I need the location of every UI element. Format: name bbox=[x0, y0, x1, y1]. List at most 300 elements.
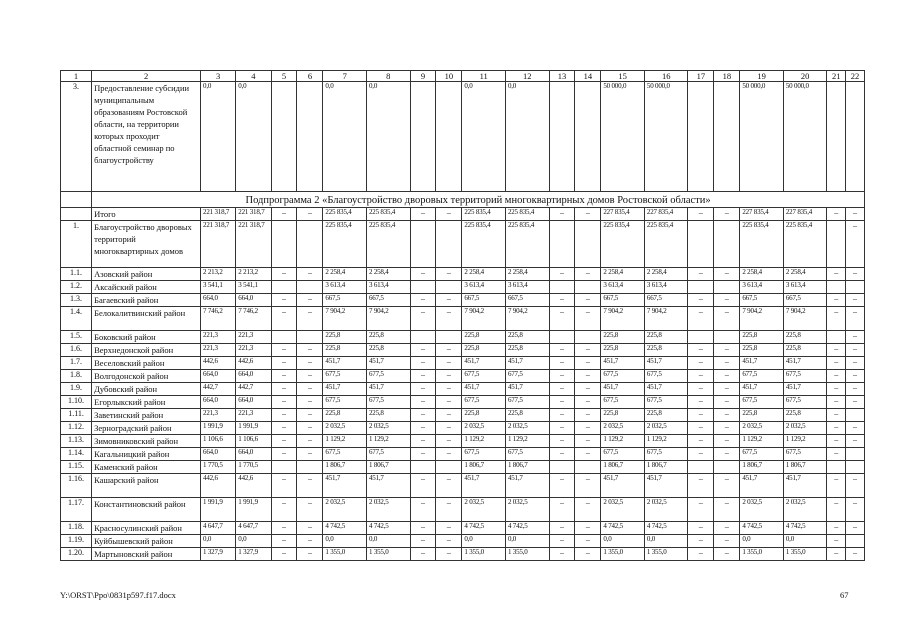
value-cell: – bbox=[410, 548, 436, 561]
value-cell: 4 742,5 bbox=[462, 522, 506, 535]
value-cell: 7 904,2 bbox=[366, 307, 410, 331]
value-cell: 677,5 bbox=[366, 396, 410, 409]
value-cell: 225,8 bbox=[323, 331, 367, 344]
value-cell: 225 835,4 bbox=[366, 221, 410, 268]
value-cell: – bbox=[436, 396, 462, 409]
value-cell: 677,5 bbox=[505, 396, 549, 409]
table-row bbox=[61, 498, 865, 522]
value-cell: 225,8 bbox=[783, 344, 827, 357]
value-cell: 667,5 bbox=[644, 294, 688, 307]
value-cell: – bbox=[297, 268, 323, 281]
value-cell: – bbox=[436, 344, 462, 357]
value-cell: 2 258,4 bbox=[462, 268, 506, 281]
value-cell: 677,5 bbox=[644, 448, 688, 461]
column-number: 1 bbox=[61, 71, 92, 82]
value-cell: – bbox=[688, 474, 714, 498]
value-cell: – bbox=[846, 422, 865, 435]
value-cell: – bbox=[688, 522, 714, 535]
value-cell: – bbox=[846, 383, 865, 396]
value-cell: 451,7 bbox=[462, 474, 506, 498]
value-cell: – bbox=[271, 448, 297, 461]
value-cell: 451,7 bbox=[644, 383, 688, 396]
value-cell: 225 835,4 bbox=[323, 221, 367, 268]
value-cell: 451,7 bbox=[462, 383, 506, 396]
value-cell: – bbox=[714, 522, 740, 535]
value-cell: 2 213,2 bbox=[201, 268, 236, 281]
value-cell: 677,5 bbox=[783, 370, 827, 383]
value-cell: – bbox=[846, 208, 865, 221]
value-cell: 50 000,0 bbox=[740, 82, 784, 192]
value-cell bbox=[714, 82, 740, 192]
value-cell: 3 541,1 bbox=[201, 281, 236, 294]
value-cell: – bbox=[297, 522, 323, 535]
value-cell: 667,5 bbox=[323, 294, 367, 307]
value-cell: 4 742,5 bbox=[783, 522, 827, 535]
value-cell: – bbox=[436, 522, 462, 535]
value-cell bbox=[827, 331, 846, 344]
blank-cell bbox=[61, 192, 92, 208]
value-cell: 442,6 bbox=[201, 474, 236, 498]
value-cell: 1 129,2 bbox=[462, 435, 506, 448]
value-cell bbox=[714, 281, 740, 294]
value-cell: – bbox=[410, 208, 436, 221]
value-cell bbox=[846, 448, 865, 461]
column-number: 8 bbox=[366, 71, 410, 82]
value-cell: 1 355,0 bbox=[323, 548, 367, 561]
value-cell: – bbox=[410, 448, 436, 461]
value-cell: 1 355,0 bbox=[601, 548, 645, 561]
value-cell: – bbox=[297, 294, 323, 307]
value-cell: – bbox=[549, 409, 575, 422]
value-cell: 0,0 bbox=[366, 82, 410, 192]
value-cell: 0,0 bbox=[201, 82, 236, 192]
value-cell: – bbox=[549, 344, 575, 357]
value-cell: 2 032,5 bbox=[323, 422, 367, 435]
row-number bbox=[61, 208, 92, 221]
row-name: Аксайский район bbox=[92, 281, 201, 294]
value-cell: – bbox=[575, 357, 601, 370]
value-cell: 0,0 bbox=[505, 535, 549, 548]
row-name: Дубовский район bbox=[92, 383, 201, 396]
value-cell: 4 647,7 bbox=[201, 522, 236, 535]
value-cell: 1 991,9 bbox=[201, 498, 236, 522]
value-cell: – bbox=[297, 370, 323, 383]
value-cell bbox=[827, 221, 846, 268]
row-number: 1.20. bbox=[61, 548, 92, 561]
value-cell: 4 742,5 bbox=[740, 522, 784, 535]
value-cell: 664,0 bbox=[201, 396, 236, 409]
value-cell: 677,5 bbox=[462, 370, 506, 383]
value-cell: 1 806,7 bbox=[601, 461, 645, 474]
value-cell: 225 835,4 bbox=[601, 221, 645, 268]
value-cell: 0,0 bbox=[462, 535, 506, 548]
value-cell: – bbox=[436, 370, 462, 383]
value-cell: 667,5 bbox=[601, 294, 645, 307]
value-cell: 1 129,2 bbox=[601, 435, 645, 448]
value-cell: 451,7 bbox=[462, 357, 506, 370]
value-cell bbox=[827, 82, 846, 192]
value-cell: 4 742,5 bbox=[505, 522, 549, 535]
row-number: 1.19. bbox=[61, 535, 92, 548]
value-cell: – bbox=[688, 548, 714, 561]
value-cell: 2 032,5 bbox=[740, 422, 784, 435]
value-cell: 451,7 bbox=[601, 383, 645, 396]
value-cell bbox=[846, 281, 865, 294]
value-cell: 451,7 bbox=[366, 383, 410, 396]
value-cell bbox=[714, 461, 740, 474]
row-name: Заветинский район bbox=[92, 409, 201, 422]
value-cell: – bbox=[410, 396, 436, 409]
value-cell: 2 258,4 bbox=[505, 268, 549, 281]
value-cell bbox=[714, 221, 740, 268]
table-row bbox=[61, 535, 865, 548]
table-row bbox=[61, 548, 865, 561]
value-cell: 1 991,9 bbox=[236, 498, 271, 522]
file-path: Y:\ORST\Ppo\0831p597.f17.docx bbox=[60, 590, 176, 600]
value-cell: – bbox=[688, 435, 714, 448]
value-cell bbox=[688, 221, 714, 268]
row-name: Константиновский район bbox=[92, 498, 201, 522]
value-cell: – bbox=[688, 422, 714, 435]
value-cell: 677,5 bbox=[462, 448, 506, 461]
value-cell bbox=[575, 461, 601, 474]
value-cell: 0,0 bbox=[740, 535, 784, 548]
value-cell: 677,5 bbox=[783, 448, 827, 461]
value-cell: 3 613,4 bbox=[601, 281, 645, 294]
value-cell: – bbox=[271, 208, 297, 221]
value-cell: 2 258,4 bbox=[323, 268, 367, 281]
value-cell: – bbox=[297, 307, 323, 331]
value-cell bbox=[575, 221, 601, 268]
value-cell: – bbox=[846, 474, 865, 498]
value-cell: – bbox=[688, 307, 714, 331]
value-cell: 677,5 bbox=[601, 370, 645, 383]
value-cell: – bbox=[827, 522, 846, 535]
row-number: 1.13. bbox=[61, 435, 92, 448]
value-cell: – bbox=[271, 344, 297, 357]
value-cell: – bbox=[827, 370, 846, 383]
value-cell: 1 129,2 bbox=[366, 435, 410, 448]
value-cell: 1 806,7 bbox=[366, 461, 410, 474]
value-cell: 451,7 bbox=[740, 383, 784, 396]
value-cell bbox=[846, 82, 865, 192]
value-cell: 225,8 bbox=[783, 409, 827, 422]
value-cell bbox=[410, 281, 436, 294]
value-cell: 225,8 bbox=[505, 344, 549, 357]
value-cell: 677,5 bbox=[740, 370, 784, 383]
value-cell: – bbox=[410, 370, 436, 383]
value-cell: – bbox=[549, 435, 575, 448]
value-cell: – bbox=[714, 548, 740, 561]
value-cell bbox=[436, 281, 462, 294]
row-number: 1.7. bbox=[61, 357, 92, 370]
value-cell: – bbox=[410, 535, 436, 548]
value-cell: – bbox=[436, 498, 462, 522]
value-cell: – bbox=[410, 357, 436, 370]
value-cell: 227 835,4 bbox=[783, 208, 827, 221]
value-cell: 3 613,4 bbox=[462, 281, 506, 294]
value-cell: – bbox=[846, 357, 865, 370]
value-cell bbox=[436, 82, 462, 192]
value-cell: 664,0 bbox=[236, 448, 271, 461]
value-cell: 1 106,6 bbox=[201, 435, 236, 448]
value-cell: – bbox=[575, 396, 601, 409]
value-cell: 677,5 bbox=[462, 396, 506, 409]
value-cell: – bbox=[549, 396, 575, 409]
value-cell: 2 213,2 bbox=[236, 268, 271, 281]
value-cell: – bbox=[846, 498, 865, 522]
column-number: 5 bbox=[271, 71, 297, 82]
row-number: 1.14. bbox=[61, 448, 92, 461]
value-cell: – bbox=[714, 422, 740, 435]
value-cell: – bbox=[436, 409, 462, 422]
value-cell: 1 327,9 bbox=[236, 548, 271, 561]
value-cell bbox=[271, 281, 297, 294]
column-number: 20 bbox=[783, 71, 827, 82]
value-cell bbox=[575, 281, 601, 294]
value-cell: – bbox=[714, 344, 740, 357]
value-cell: – bbox=[410, 435, 436, 448]
value-cell: 1 355,0 bbox=[505, 548, 549, 561]
value-cell: 221,3 bbox=[201, 331, 236, 344]
row-name: Кагальницкий район bbox=[92, 448, 201, 461]
row-name: Зерноградский район bbox=[92, 422, 201, 435]
column-number: 12 bbox=[505, 71, 549, 82]
value-cell: – bbox=[714, 370, 740, 383]
value-cell: – bbox=[436, 307, 462, 331]
value-cell: 221 318,7 bbox=[201, 221, 236, 268]
value-cell: 50 000,0 bbox=[601, 82, 645, 192]
value-cell bbox=[549, 221, 575, 268]
table-row bbox=[61, 268, 865, 281]
value-cell: 7 904,2 bbox=[462, 307, 506, 331]
column-number: 18 bbox=[714, 71, 740, 82]
value-cell bbox=[297, 82, 323, 192]
value-cell: 677,5 bbox=[644, 396, 688, 409]
column-number: 14 bbox=[575, 71, 601, 82]
value-cell: 451,7 bbox=[323, 474, 367, 498]
row-number: 1.4. bbox=[61, 307, 92, 331]
value-cell: – bbox=[297, 344, 323, 357]
value-cell: 4 742,5 bbox=[601, 522, 645, 535]
value-cell: – bbox=[714, 383, 740, 396]
value-cell: – bbox=[688, 448, 714, 461]
value-cell: 1 129,2 bbox=[644, 435, 688, 448]
value-cell: – bbox=[714, 498, 740, 522]
value-cell: – bbox=[410, 294, 436, 307]
column-number: 22 bbox=[846, 71, 865, 82]
row-number: 1.10. bbox=[61, 396, 92, 409]
value-cell: – bbox=[436, 422, 462, 435]
value-cell: 677,5 bbox=[323, 370, 367, 383]
row-name: Зимовниковский район bbox=[92, 435, 201, 448]
row-name: Веселовский район bbox=[92, 357, 201, 370]
value-cell: 451,7 bbox=[505, 383, 549, 396]
value-cell: 7 904,2 bbox=[783, 307, 827, 331]
value-cell: 677,5 bbox=[644, 370, 688, 383]
value-cell: – bbox=[410, 383, 436, 396]
value-cell: – bbox=[688, 344, 714, 357]
value-cell: 677,5 bbox=[601, 396, 645, 409]
value-cell: 7 904,2 bbox=[323, 307, 367, 331]
value-cell: – bbox=[688, 294, 714, 307]
value-cell bbox=[410, 461, 436, 474]
table-row bbox=[61, 422, 865, 435]
value-cell: 7 746,2 bbox=[236, 307, 271, 331]
value-cell: – bbox=[714, 268, 740, 281]
value-cell: – bbox=[827, 357, 846, 370]
value-cell: – bbox=[714, 208, 740, 221]
value-cell: 677,5 bbox=[366, 448, 410, 461]
value-cell: 0,0 bbox=[505, 82, 549, 192]
value-cell: 221 318,7 bbox=[236, 221, 271, 268]
table-row bbox=[61, 307, 865, 331]
table-row bbox=[61, 474, 865, 498]
value-cell: 225,8 bbox=[601, 409, 645, 422]
subprogram-title-row bbox=[61, 192, 865, 208]
row-number: 1.18. bbox=[61, 522, 92, 535]
value-cell: – bbox=[827, 396, 846, 409]
value-cell: – bbox=[410, 474, 436, 498]
value-cell: 2 032,5 bbox=[323, 498, 367, 522]
value-cell: 225,8 bbox=[323, 344, 367, 357]
value-cell: 225,8 bbox=[740, 331, 784, 344]
column-number: 17 bbox=[688, 71, 714, 82]
value-cell: 2 032,5 bbox=[740, 498, 784, 522]
value-cell: 3 613,4 bbox=[644, 281, 688, 294]
value-cell: 664,0 bbox=[201, 370, 236, 383]
value-cell: – bbox=[297, 535, 323, 548]
value-cell: – bbox=[846, 331, 865, 344]
value-cell: 677,5 bbox=[366, 370, 410, 383]
row-number: 1.2. bbox=[61, 281, 92, 294]
value-cell: – bbox=[271, 294, 297, 307]
value-cell: 1 106,6 bbox=[236, 435, 271, 448]
value-cell: 1 355,0 bbox=[366, 548, 410, 561]
value-cell: – bbox=[714, 396, 740, 409]
value-cell: 221 318,7 bbox=[236, 208, 271, 221]
value-cell bbox=[297, 461, 323, 474]
value-cell: – bbox=[575, 409, 601, 422]
value-cell: 2 032,5 bbox=[505, 422, 549, 435]
value-cell: – bbox=[297, 383, 323, 396]
value-cell: 227 835,4 bbox=[601, 208, 645, 221]
value-cell: 1 806,7 bbox=[783, 461, 827, 474]
value-cell: 0,0 bbox=[323, 82, 367, 192]
value-cell: 664,0 bbox=[201, 294, 236, 307]
value-cell: – bbox=[297, 409, 323, 422]
value-cell: 1 355,0 bbox=[462, 548, 506, 561]
value-cell: 664,0 bbox=[201, 448, 236, 461]
value-cell: – bbox=[271, 422, 297, 435]
value-cell: – bbox=[271, 383, 297, 396]
value-cell: 2 032,5 bbox=[601, 498, 645, 522]
value-cell: – bbox=[549, 422, 575, 435]
column-number: 16 bbox=[644, 71, 688, 82]
value-cell: – bbox=[575, 307, 601, 331]
row-name: Белокалитвинский район bbox=[92, 307, 201, 331]
subprogram-title: Подпрограмма 2 «Благоустройство дворовых территорий многоквартирных домов Ростовской области» bbox=[92, 192, 865, 208]
row-name: Благоустройство дворовых территорий многоквартирных домов bbox=[92, 221, 201, 268]
value-cell: – bbox=[846, 307, 865, 331]
value-cell: 2 032,5 bbox=[783, 422, 827, 435]
column-number: 7 bbox=[323, 71, 367, 82]
value-cell: 0,0 bbox=[236, 82, 271, 192]
value-cell: 1 806,7 bbox=[740, 461, 784, 474]
table-row bbox=[61, 221, 865, 268]
value-cell bbox=[436, 331, 462, 344]
value-cell: 667,5 bbox=[783, 294, 827, 307]
value-cell: 1 327,9 bbox=[201, 548, 236, 561]
row-number: 1.15. bbox=[61, 461, 92, 474]
table-row bbox=[61, 344, 865, 357]
value-cell: – bbox=[271, 548, 297, 561]
value-cell: 225,8 bbox=[462, 331, 506, 344]
row-number: 1.16. bbox=[61, 474, 92, 498]
value-cell: – bbox=[846, 344, 865, 357]
value-cell: 2 032,5 bbox=[462, 498, 506, 522]
value-cell: – bbox=[688, 370, 714, 383]
row-number: 1.17. bbox=[61, 498, 92, 522]
row-name: Егорлыкский район bbox=[92, 396, 201, 409]
table-row bbox=[61, 383, 865, 396]
value-cell: 1 806,7 bbox=[505, 461, 549, 474]
value-cell: – bbox=[827, 307, 846, 331]
value-cell bbox=[575, 331, 601, 344]
value-cell: – bbox=[714, 535, 740, 548]
value-cell: 667,5 bbox=[740, 294, 784, 307]
value-cell: – bbox=[436, 448, 462, 461]
value-cell: – bbox=[575, 474, 601, 498]
value-cell: – bbox=[688, 268, 714, 281]
column-number: 4 bbox=[236, 71, 271, 82]
value-cell: 2 258,4 bbox=[601, 268, 645, 281]
value-cell: 225 835,4 bbox=[366, 208, 410, 221]
value-cell: – bbox=[846, 268, 865, 281]
value-cell: 221,3 bbox=[236, 344, 271, 357]
value-cell: 1 129,2 bbox=[505, 435, 549, 448]
value-cell bbox=[846, 409, 865, 422]
table-row bbox=[61, 435, 865, 448]
value-cell: 677,5 bbox=[783, 396, 827, 409]
value-cell: 0,0 bbox=[323, 535, 367, 548]
value-cell: 225,8 bbox=[462, 409, 506, 422]
value-cell: – bbox=[549, 498, 575, 522]
value-cell bbox=[688, 281, 714, 294]
value-cell: 2 258,4 bbox=[366, 268, 410, 281]
value-cell: 225,8 bbox=[644, 344, 688, 357]
value-cell: 3 613,4 bbox=[740, 281, 784, 294]
value-cell: – bbox=[271, 474, 297, 498]
value-cell: 451,7 bbox=[644, 474, 688, 498]
value-cell: – bbox=[688, 409, 714, 422]
value-cell: 3 613,4 bbox=[366, 281, 410, 294]
column-number: 2 bbox=[92, 71, 201, 82]
value-cell: – bbox=[827, 435, 846, 448]
value-cell bbox=[549, 281, 575, 294]
value-cell: – bbox=[436, 548, 462, 561]
value-cell: – bbox=[846, 548, 865, 561]
value-cell: – bbox=[549, 268, 575, 281]
table-row bbox=[61, 409, 865, 422]
row-number: 1.11. bbox=[61, 409, 92, 422]
page-number: 67 bbox=[840, 590, 849, 600]
value-cell: – bbox=[297, 474, 323, 498]
value-cell: 4 647,7 bbox=[236, 522, 271, 535]
value-cell: 0,0 bbox=[462, 82, 506, 192]
value-cell: – bbox=[575, 522, 601, 535]
value-cell: 3 541,1 bbox=[236, 281, 271, 294]
